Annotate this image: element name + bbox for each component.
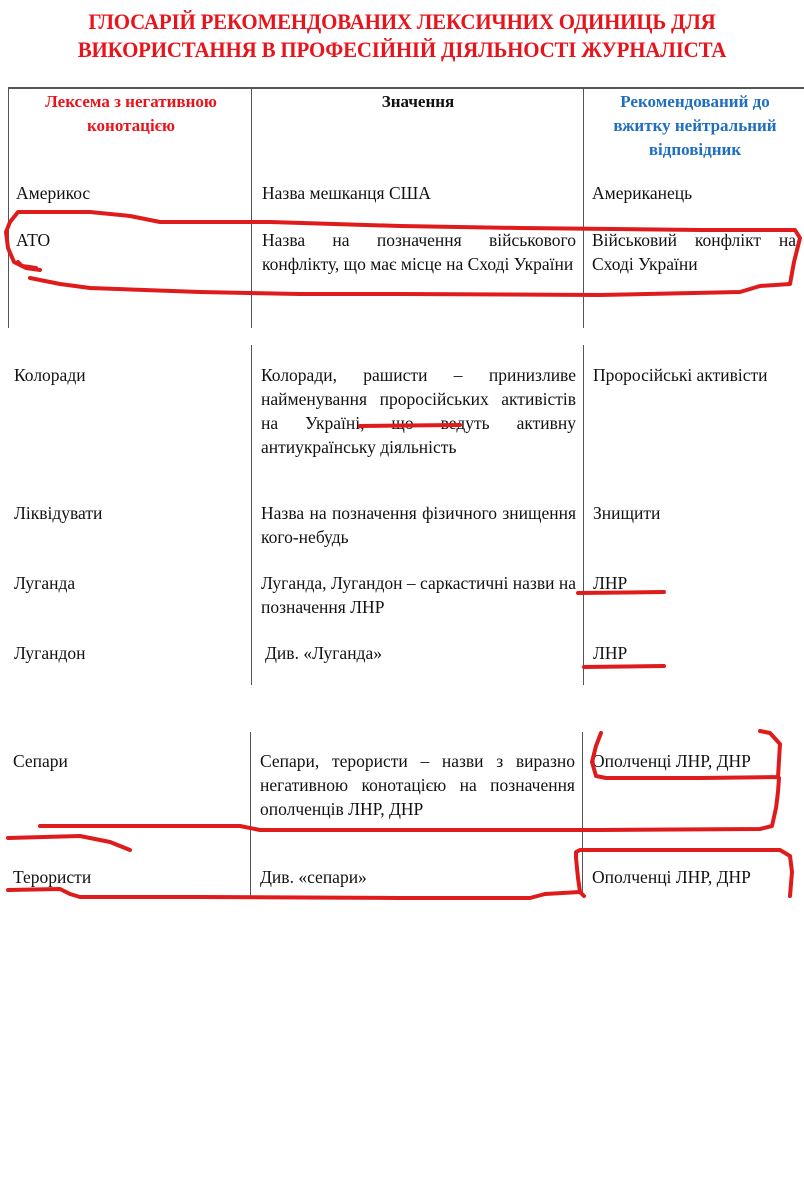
header-neutral-equivalent: Рекомендований до вжитку нейтральний відповідник	[613, 92, 777, 159]
row-1-neutral: Американець	[592, 183, 693, 203]
row-7-meaning: Сепари, терористи – назви з виразно негативною конотацією на позначення ополченців ЛНР, ДНР	[260, 751, 575, 819]
row-5-neutral: ЛНР	[593, 573, 628, 593]
table-top-border	[8, 87, 804, 89]
row-4-neutral: Знищити	[593, 503, 661, 523]
row-4-lexeme: Ліквідувати	[14, 503, 103, 523]
row-3-lexeme: Колоради	[14, 365, 86, 385]
column-divider-2	[583, 345, 584, 685]
row-6-meaning: Див. «Луганда»	[265, 643, 382, 663]
header-negative-lexeme: Лексема з негативною конотацією	[45, 92, 217, 135]
underlined-phrase: на Україні	[261, 413, 361, 433]
row-5-meaning: Луганда, Лугандон – саркастичні назви на позначення ЛНР	[261, 573, 576, 617]
column-divider-1	[251, 345, 252, 685]
underline-lnr-2	[584, 666, 664, 667]
column-divider-1	[250, 732, 251, 897]
row-5-lexeme: Луганда	[14, 573, 76, 593]
row-3-neutral: Проросійські активісти	[593, 365, 768, 385]
row-2-lexeme: АТО	[16, 230, 51, 250]
row-1-meaning: Назва мешканця США	[262, 183, 431, 203]
row-3-meaning: Колоради, рашисти – принизливе найменування проросійських активістів на Україні, що ведуть активну антиукраїнську діяльність	[261, 365, 577, 457]
column-divider-2	[583, 88, 584, 328]
row-8-lexeme: Терористи	[13, 867, 92, 887]
row-1-lexeme: Америкос	[16, 183, 91, 203]
row-2-neutral: Військовий конфлікт на Сході України	[592, 230, 796, 274]
title-line-1: ГЛОСАРІЙ РЕКОМЕНДОВАНИХ ЛЕКСИЧНИХ ОДИНИЦЬ ДЛЯ	[88, 9, 716, 34]
column-divider-2	[582, 732, 583, 897]
table-left-border	[8, 88, 9, 328]
row-4-meaning: Назва на позначення фізичного знищення кого-небудь	[261, 503, 576, 547]
header-meaning: Значення	[381, 92, 455, 111]
row-7-neutral: Ополченці ЛНР, ДНР	[592, 751, 751, 771]
row-8-meaning: Див. «сепари»	[260, 867, 367, 887]
column-divider-1	[251, 88, 252, 328]
title-line-2: ВИКОРИСТАННЯ В ПРОФЕСІЙНІЙ ДІЯЛЬНОСТІ ЖУРНАЛІСТА	[77, 37, 727, 62]
row-2-meaning: Назва на позначення військового конфлікту, що має місце на Сході України	[262, 230, 576, 274]
row-6-lexeme: Лугандон	[14, 643, 86, 663]
row-6-neutral: ЛНР	[593, 643, 628, 663]
row-7-lexeme: Сепари	[13, 751, 68, 771]
document-title	[28, 8, 776, 64]
row-8-neutral: Ополченці ЛНР, ДНР	[592, 867, 751, 887]
